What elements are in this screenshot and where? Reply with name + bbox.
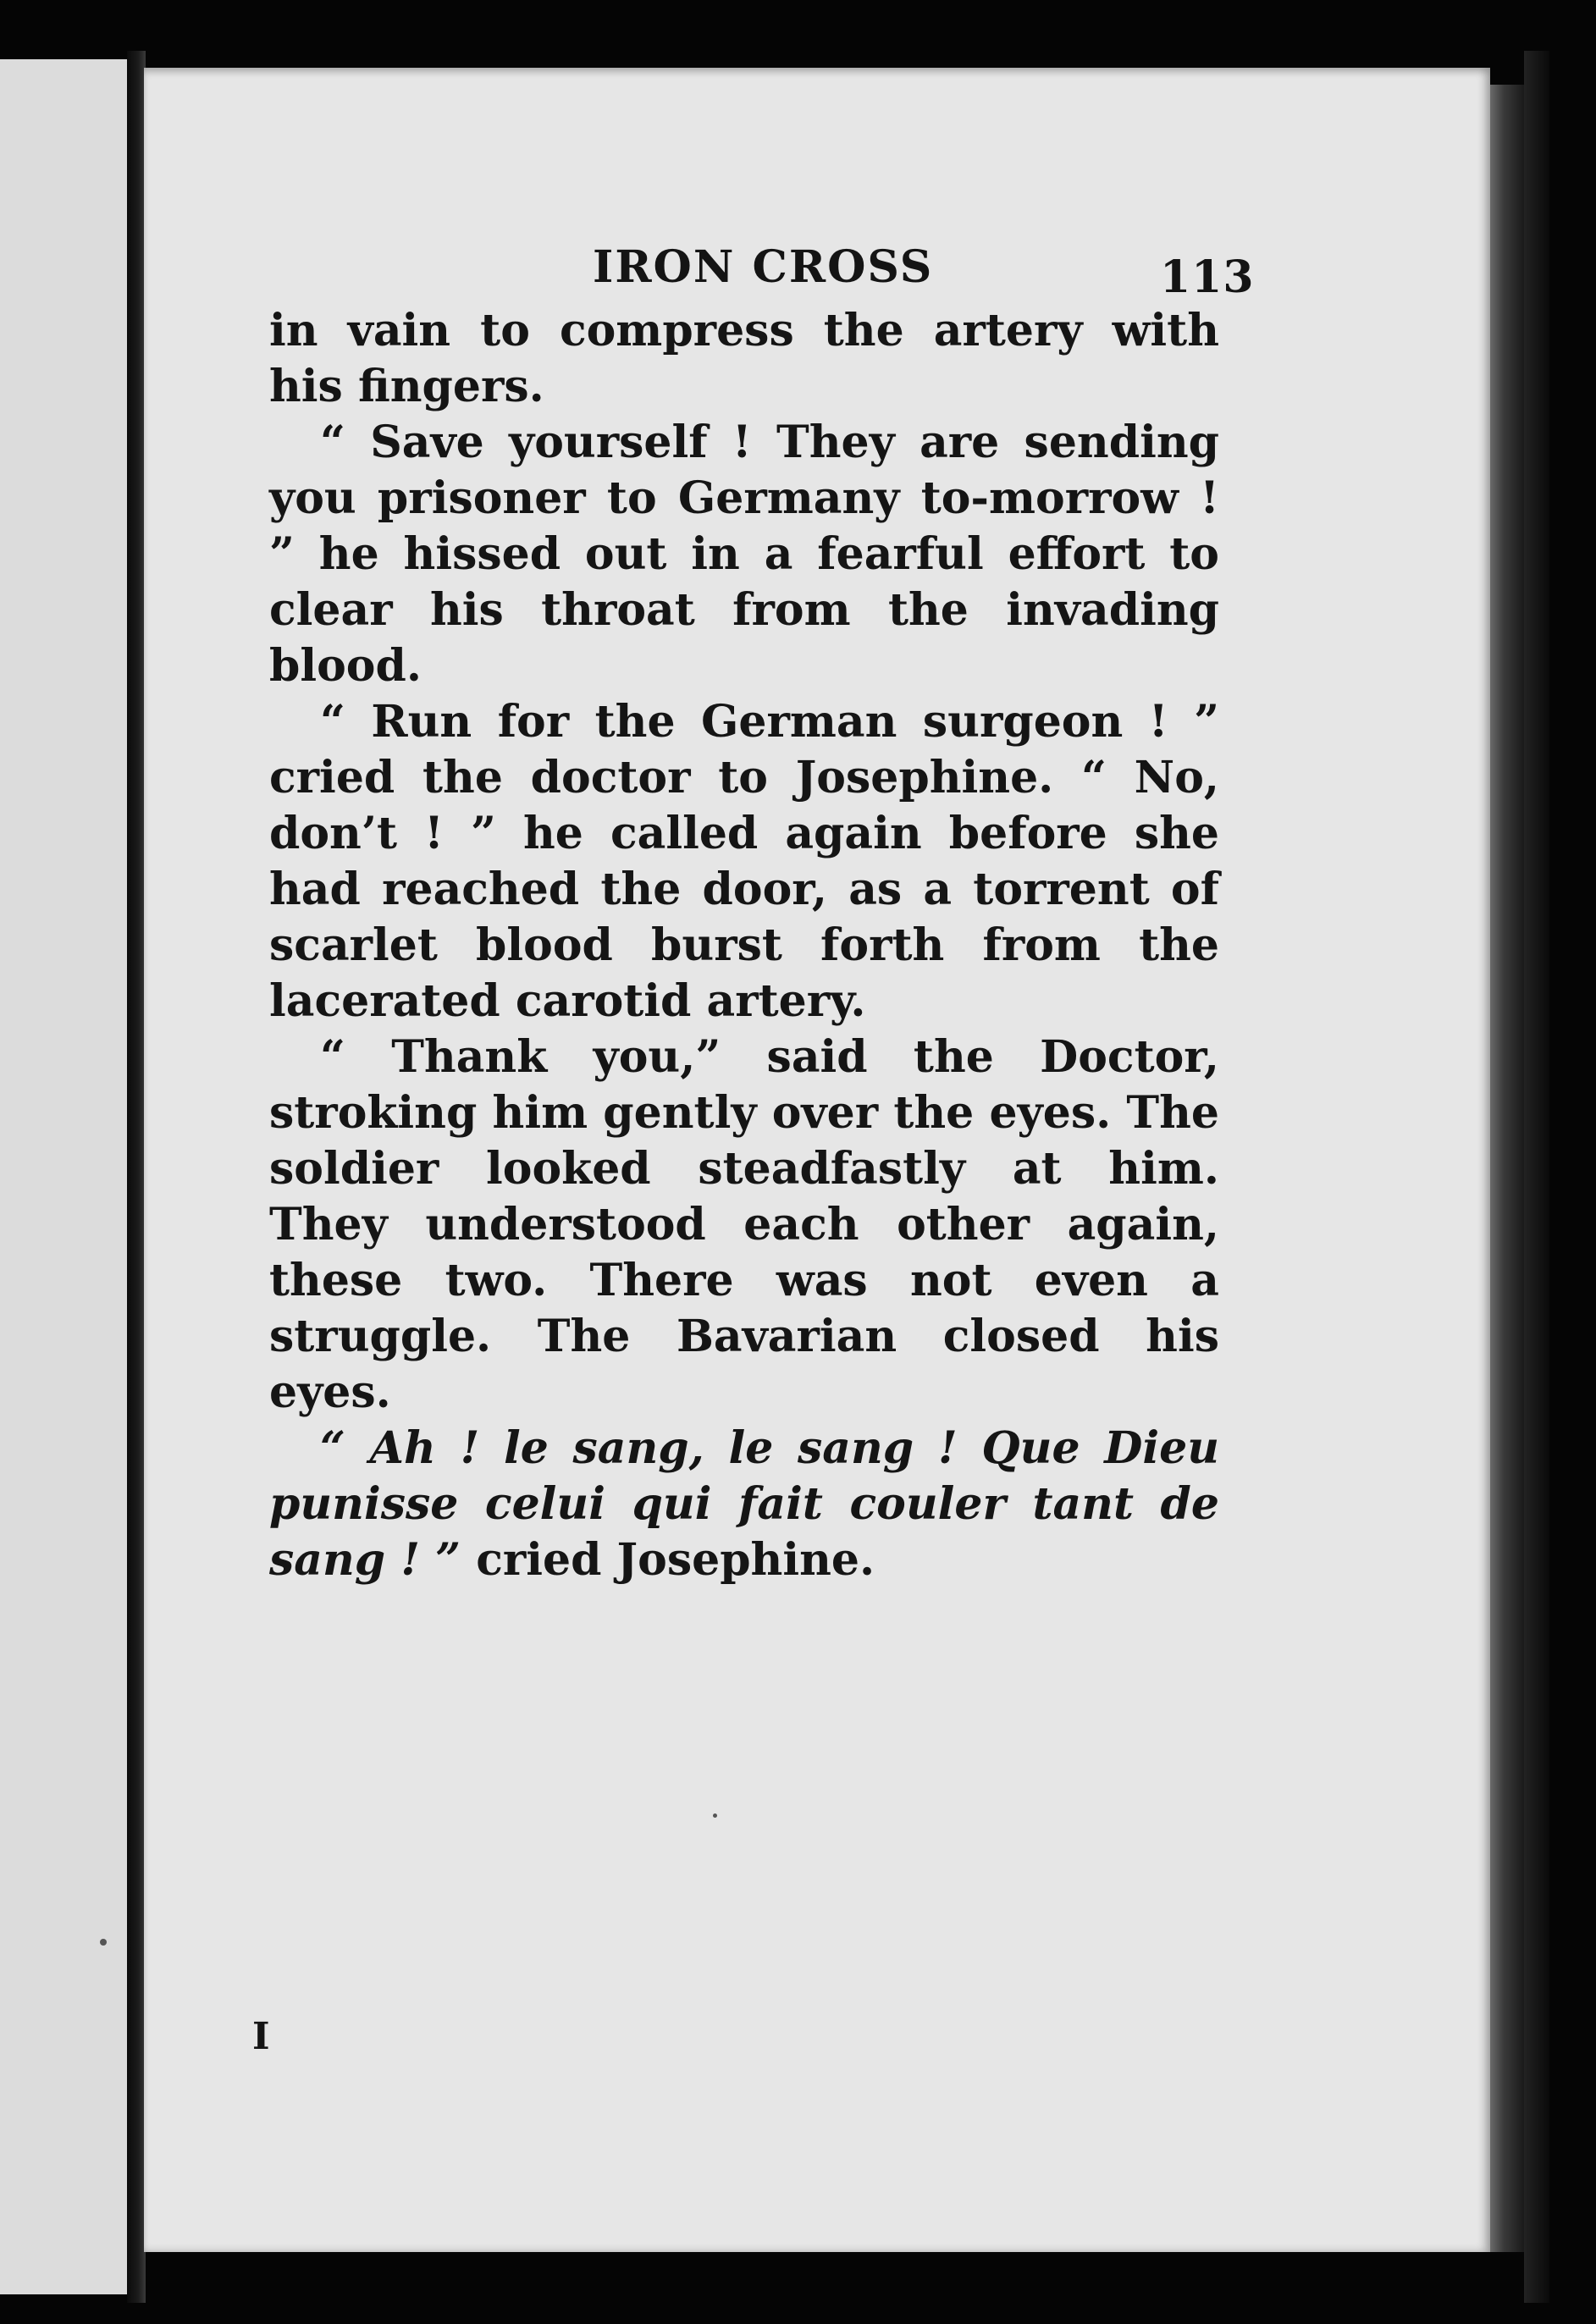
paragraph-5	[269, 1421, 1219, 1588]
book-gutter	[127, 51, 146, 2303]
paragraph-3: “ Run for the German surgeon ! ” cried the doctor to Josephine. “ No, don’t ! ” he called again before she had reached the door, as a torrent of scarlet blood burst forth from the lacerated carotid artery.	[269, 696, 1219, 1027]
page-stack-edge	[1490, 85, 1524, 2252]
paragraph-1: in vain to compress the artery with his fingers.	[269, 305, 1219, 412]
facing-page-edge	[0, 59, 127, 2294]
cover-board-edge	[1524, 51, 1549, 2303]
french-quotation: “ Ah ! le sang, le sang ! Que Dieu punisse celui qui fait couler tant de sang ! ”	[269, 1422, 1219, 1586]
dust-speck	[100, 1939, 107, 1946]
paragraph-5-attribution: cried Josephine.	[476, 1534, 875, 1586]
paragraph-2: “ Save yourself ! They are sending you prisoner to Germany to-morrow ! ” he hissed out in a fearful effort to clear his throat from the invading blood.	[269, 417, 1219, 692]
running-title: IRON CROSS	[593, 241, 934, 293]
signature-mark: I	[252, 2015, 270, 2058]
paragraph-4: “ Thank you,” said the Doctor, stroking him gently over the eyes. The soldier looked steadfastly at him. They understood each other again, these two. There was not even a struggle. The Bavarian closed his eyes.	[269, 1031, 1219, 1418]
page-number: 113	[1160, 251, 1255, 303]
dust-speck	[713, 1813, 717, 1818]
body-text	[269, 303, 1219, 1588]
